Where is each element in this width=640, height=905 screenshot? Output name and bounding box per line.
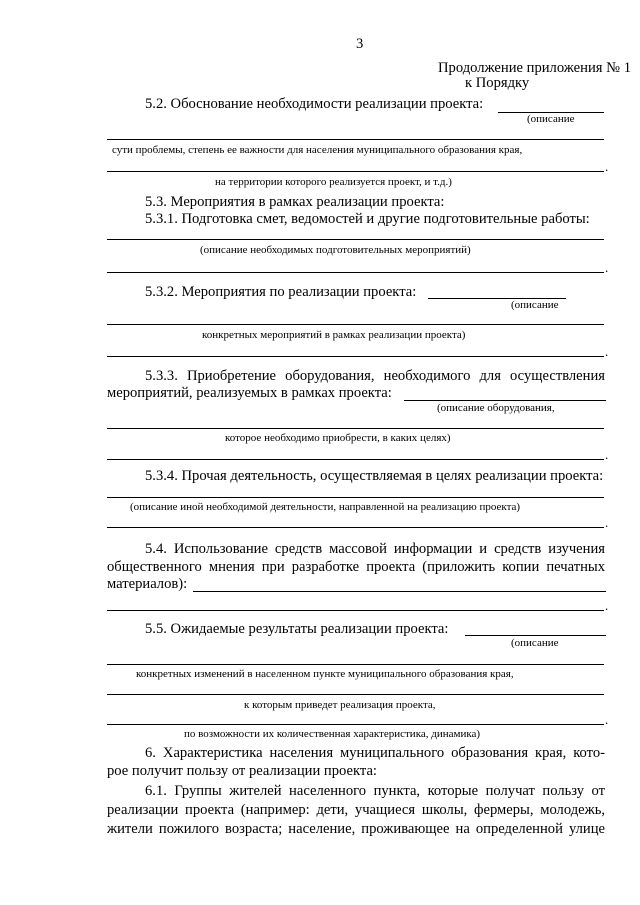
section-6-line-2: рое получит пользу от реализации проекта: [107,763,377,779]
section-5-4-line-1: 5.4. Использование средств массовой информации и средств изучения [145,541,605,557]
hint-5-2-2: сути проблемы, степень ее важности для населения муниципального образования края, [112,144,523,156]
section-5-2-text: 5.2. Обоснование необходимости реализации проекта: [145,96,484,112]
hint-5-5-1: (описание [511,637,559,649]
hint-5-2-3: на территории которого реализуется проект, и т.д.) [215,176,452,188]
field-5-4-b[interactable] [107,610,604,611]
field-5-5-d[interactable] [107,724,604,725]
period: . [605,515,609,530]
period: . [605,159,609,174]
hint-5-5-4: по возможности их количественная характеристика, динамика) [184,728,481,740]
field-5-2-c[interactable] [107,171,604,172]
section-6-line-1: 6. Характеристика населения муниципального образования края, кото- [145,745,605,761]
section-5-3-text: 5.3. Мероприятия в рамках реализации проекта: [145,194,445,210]
section-5-3-1-text: 5.3.1. Подготовка смет, ведомостей и другие подготовительные работы: [145,211,590,227]
hint-5-3-3-1: (описание оборудования, [437,402,555,414]
header-line-1: Продолжение приложения № 1 [438,60,631,76]
period: . [605,260,609,275]
field-5-3-1-a[interactable] [107,239,604,240]
section-6-1-line-2: реализации проекта (например: дети, учащиеся школы, фермеры, молодежь, [107,802,605,818]
section-5-3-2-text: 5.3.2. Мероприятия по реализации проекта: [145,284,417,300]
hint-5-5-2: конкретных изменений в населенном пункте муниципального образования края, [136,668,514,680]
hint-5-3-1: (описание необходимых подготовительных мероприятий) [200,244,471,256]
hint-5-3-4: (описание иной необходимой деятельности, направленной на реализацию проекта) [130,501,521,513]
field-5-3-2-c[interactable] [107,356,604,357]
field-5-3-4-a[interactable] [107,497,604,498]
field-5-3-2-b[interactable] [107,324,604,325]
hint-5-2-1: (описание [527,113,575,125]
header-line-2: к Порядку [465,75,530,91]
field-5-5-c[interactable] [107,694,604,695]
section-6-1-line-1: 6.1. Группы жителей населенного пункта, которые получат пользу от [145,783,605,799]
field-5-3-4-b[interactable] [107,527,604,528]
section-5-5-text: 5.5. Ожидаемые результаты реализации проекта: [145,621,449,637]
field-5-3-3-b[interactable] [107,428,604,429]
section-5-3-4-text: 5.3.4. Прочая деятельность, осуществляемая в целях реализации проекта: [145,468,604,484]
field-5-3-1-b[interactable] [107,272,604,273]
hint-5-5-3: к которым приведет реализация проекта, [244,699,436,711]
period: . [605,344,609,359]
field-5-4-a[interactable] [193,591,606,592]
section-5-3-3-line-1: 5.3.3. Приобретение оборудования, необходимого для осуществления [145,368,605,384]
field-5-5-a[interactable] [465,635,606,636]
section-6-1-line-3: жители пожилого возраста; население, проживающее на определенной улице [107,821,605,837]
page-number: 3 [356,36,364,52]
section-5-3-3-line-2: мероприятий, реализуемых в рамках проекта: [107,385,392,401]
period: . [605,447,609,462]
period: . [605,712,609,727]
field-5-2-b[interactable] [107,139,604,140]
period: . [605,598,609,613]
field-5-5-b[interactable] [107,664,604,665]
section-5-4-line-2: общественного мнения при разработке проекта (приложить копии печатных [107,559,605,575]
field-5-3-3-c[interactable] [107,459,604,460]
field-5-3-3-a[interactable] [404,400,606,401]
hint-5-3-3-2: которое необходимо приобрести, в каких целях) [225,432,451,444]
hint-5-3-2-1: (описание [511,299,559,311]
section-5-4-line-3: материалов): [107,576,188,592]
hint-5-3-2-2: конкретных мероприятий в рамках реализации проекта) [202,329,466,341]
